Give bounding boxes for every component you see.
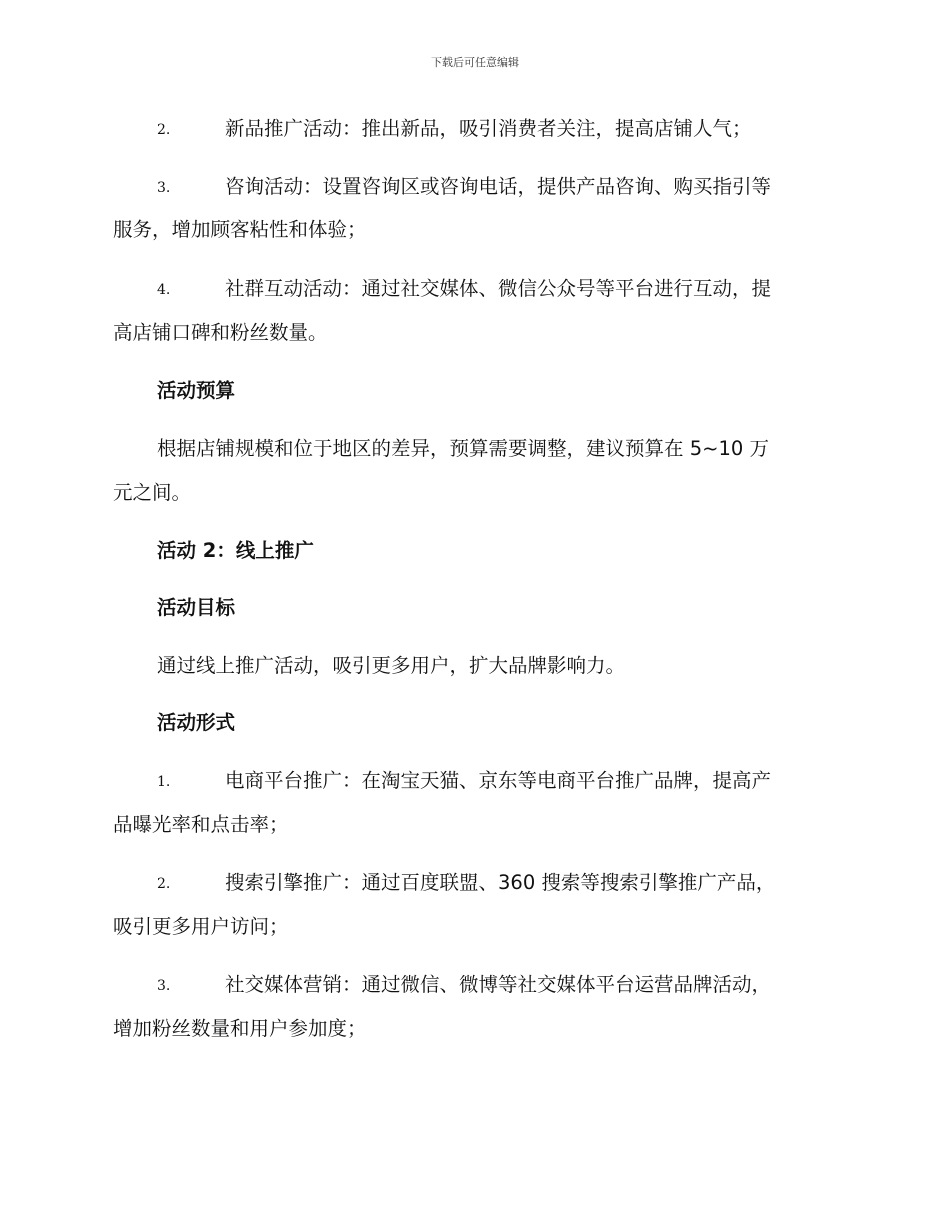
- goal-paragraph: 通过线上推广活动，吸引更多用户，扩大品牌影响力。: [157, 654, 626, 677]
- list-item-text: 咨询活动：设置咨询区或咨询电话，提供产品咨询、购买指引等: [225, 175, 772, 198]
- budget-paragraph-line-2: 元之间。: [113, 481, 192, 504]
- list-item-number: 2.: [157, 122, 171, 138]
- form-item-2-line-2: 吸引更多用户访问；: [113, 915, 289, 938]
- budget-paragraph-line-1: 根据店铺规模和位于地区的差异，预算需要调整，建议预算在 5~10 万: [157, 437, 769, 460]
- list-item-number: 2.: [157, 876, 171, 892]
- list-item-4-line-2: 高店铺口碑和粉丝数量。: [113, 321, 328, 344]
- list-item-text: 搜索引擎推广：通过百度联盟、360 搜索等搜索引擎推广产品，: [225, 871, 776, 894]
- list-item-text: 社交媒体营销：通过微信、微博等社交媒体平台运营品牌活动，: [225, 973, 772, 996]
- section-heading-form: 活动形式: [157, 711, 236, 734]
- form-item-3-line-2: 增加粉丝数量和用户参加度；: [113, 1017, 367, 1040]
- list-item-number: 4.: [157, 282, 171, 298]
- list-item-number: 3.: [157, 180, 171, 196]
- section-heading-budget: 活动预算: [157, 379, 236, 402]
- section-heading-activity-2: 活动 2：线上推广: [157, 539, 314, 562]
- list-item-number: 1.: [157, 774, 171, 790]
- list-item-3-line-2: 服务，增加顾客粘性和体验；: [113, 218, 367, 241]
- list-item-number: 3.: [157, 978, 171, 994]
- list-item-text: 电商平台推广：在淘宝天猫、京东等电商平台推广品牌，提高产: [225, 769, 772, 792]
- list-item-text: 社群互动活动：通过社交媒体、微信公众号等平台进行互动，提: [225, 277, 772, 300]
- page-header: 下载后可任意编辑: [431, 56, 519, 69]
- form-item-1-line-2: 品曝光率和点击率；: [113, 813, 289, 836]
- list-item-text: 新品推广活动：推出新品，吸引消费者关注，提高店铺人气；: [225, 117, 752, 140]
- section-heading-goal: 活动目标: [157, 596, 236, 619]
